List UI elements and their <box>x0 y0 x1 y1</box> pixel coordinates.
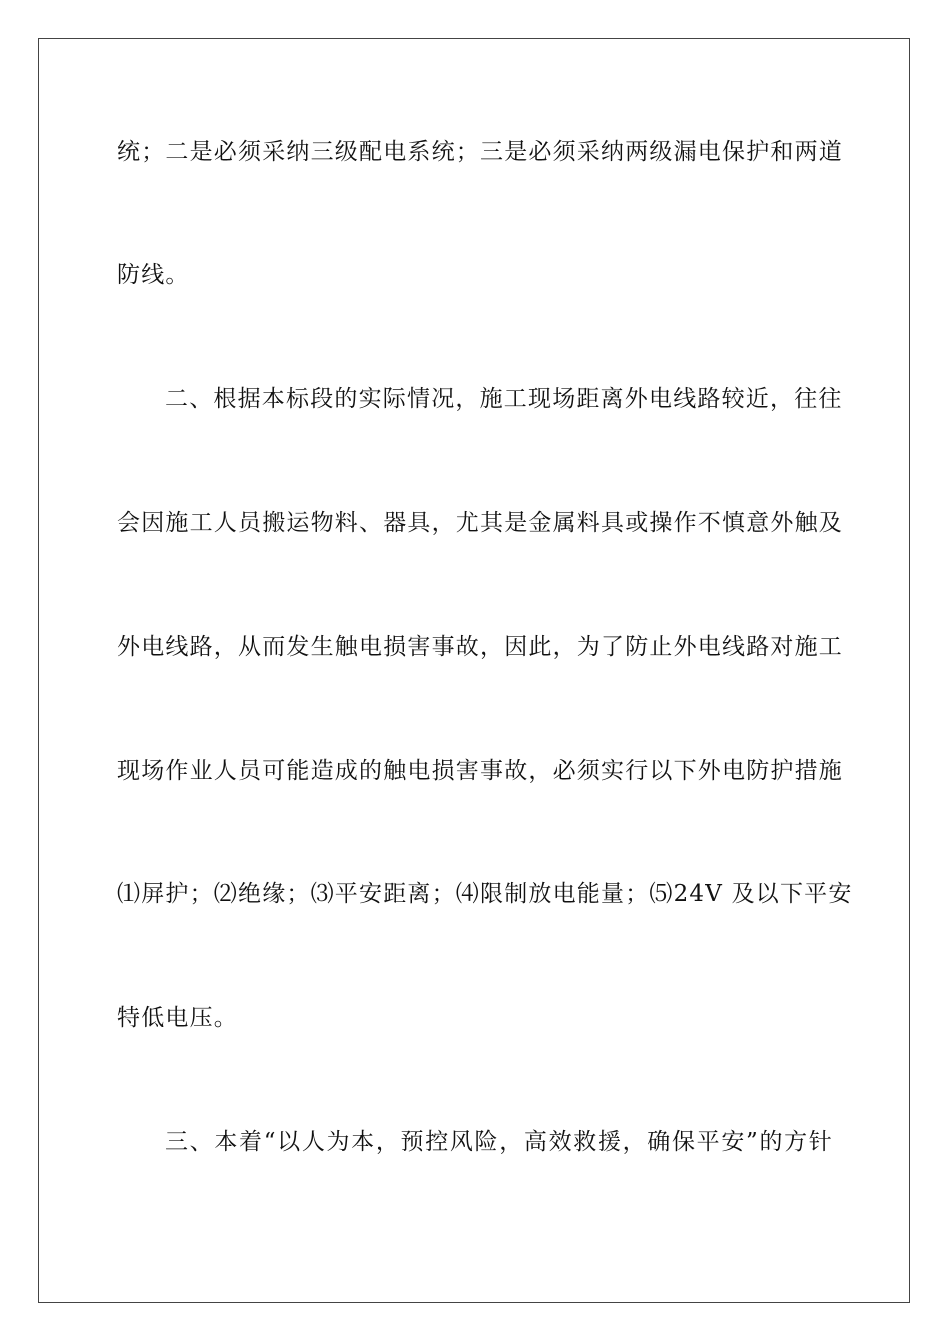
text-line-1: 统；二是必须采纳三级配电系统；三是必须采纳两级漏电保护和两道 <box>117 139 843 165</box>
text-line-2: 防线。 <box>117 262 190 288</box>
text-line-8: 特低电压。 <box>117 1005 238 1031</box>
text-line-5: 外电线路，从而发生触电损害事故，因此，为了防止外电线路对施工 <box>117 634 843 660</box>
page-border <box>38 38 910 1303</box>
text-line-7: ⑴屏护；⑵绝缘；⑶平安距离；⑷限制放电能量；⑸24V 及以下平安 <box>117 881 853 907</box>
text-line-3: 二、根据本标段的实际情况，施工现场距离外电线路较近，往往 <box>165 386 843 412</box>
text-line-4: 会因施工人员搬运物料、器具，尤其是金属料具或操作不慎意外触及 <box>117 510 843 536</box>
text-line-9: 三、本着“以人为本，预控风险，高效救援，确保平安”的方针 <box>165 1129 833 1155</box>
text-line-6: 现场作业人员可能造成的触电损害事故，必须实行以下外电防护措施 <box>117 758 843 784</box>
